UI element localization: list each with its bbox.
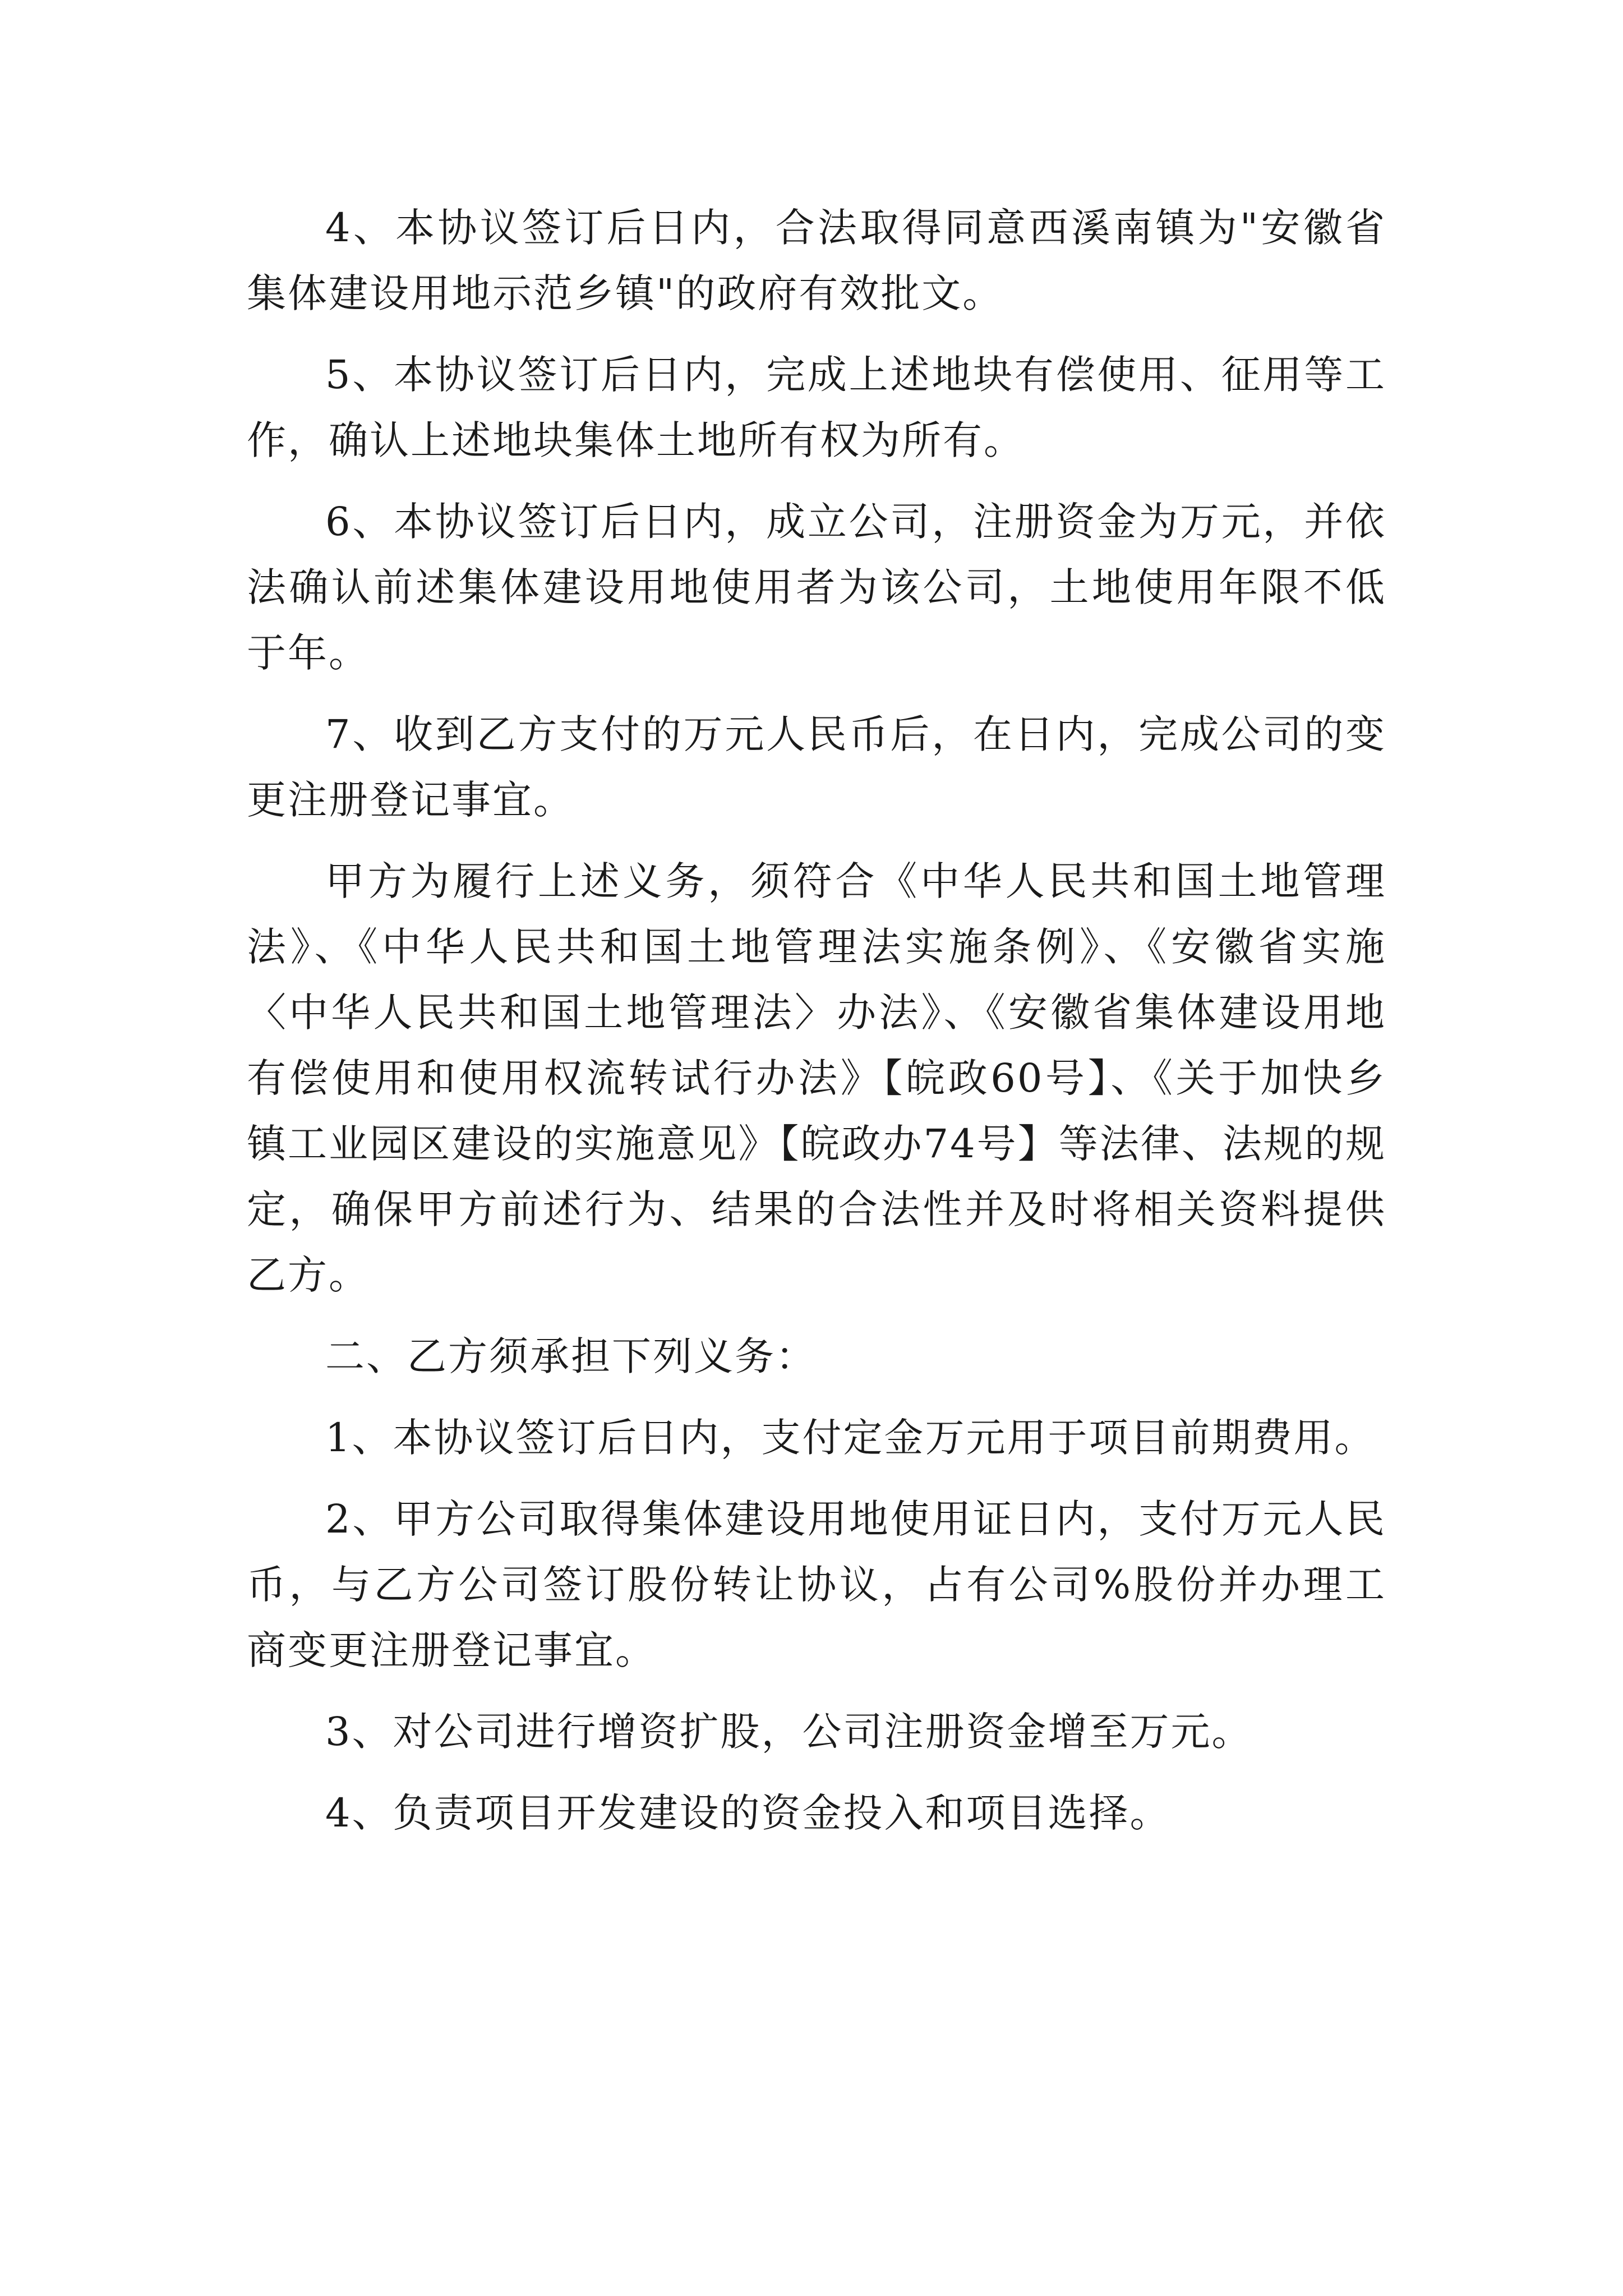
clause-a5: 5、本协议签订后日内，完成上述地块有偿使用、征用等工作，确认上述地块集体土地所有权为所有。	[247, 352, 1386, 463]
clause-b3: 3、对公司进行增资扩股，公司注册资金增至万元。	[325, 1709, 1253, 1755]
legal-compliance-paragraph: 甲方为履行上述义务，须符合《中华人民共和国土地管理法》、《中华人民共和国土地管理法实施条例》、《安徽省实施〈中华人民共和国土地管理法〉办法》、《安徽省集体建设用地有偿使用和使用权流转试行办法》【皖政60号】、《关于加快乡镇工业园区建设的实施意见》【皖政办74号】等法律、法规的规定，确保甲方前述行为、结果的合法性并及时将相关资料提供乙方。	[247, 858, 1386, 1298]
clause-b2: 2、甲方公司取得集体建设用地使用证日内，支付万元人民币，与乙方公司签订股份转让协议，占有公司%股份并办理工商变更注册登记事宜。	[247, 1496, 1386, 1673]
section-heading-party-b: 二、乙方须承担下列义务：	[325, 1333, 817, 1379]
clause-a4: 4、本协议签订后日内，合法取得同意西溪南镇为"安徽省集体建设用地示范乡镇"的政府有效批文。	[247, 205, 1386, 316]
clause-a6: 6、本协议签订后日内，成立公司，注册资金为万元，并依法确认前述集体建设用地使用者为该公司，土地使用年限不低于年。	[247, 499, 1386, 676]
clause-b4: 4、负责项目开发建设的资金投入和项目选择。	[325, 1790, 1171, 1836]
clause-b1: 1、本协议签订后日内，支付定金万元用于项目前期费用。	[325, 1415, 1376, 1461]
document-body	[247, 195, 1386, 1846]
clause-a7: 7、收到乙方支付的万元人民币后，在日内，完成公司的变更注册登记事宜。	[247, 711, 1386, 823]
